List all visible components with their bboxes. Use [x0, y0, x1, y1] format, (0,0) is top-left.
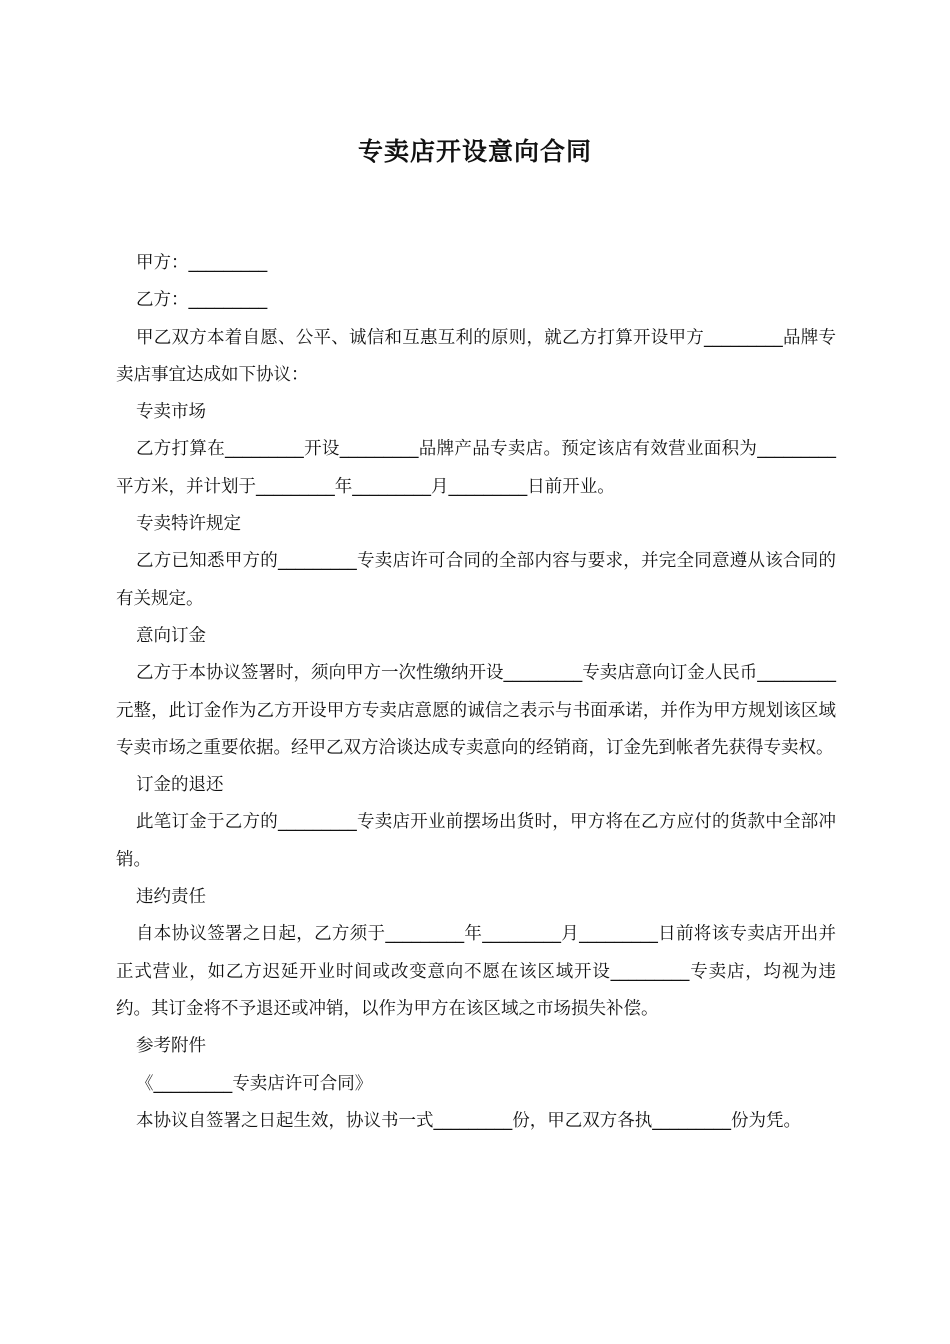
section-heading-deposit: 意向订金 — [136, 625, 206, 646]
party-b-line: 乙方：_________ — [136, 290, 268, 311]
section-heading-attachment: 参考附件 — [136, 1036, 206, 1057]
section-heading-breach: 违约责任 — [136, 887, 206, 908]
page-title: 专卖店开设意向合同 — [357, 137, 592, 166]
section-heading-market: 专卖市场 — [136, 402, 206, 423]
franchise-paragraph: 乙方已知悉甲方的_________专卖店许可合同的全部内容与要求，并完全同意遵从该合同的有关规定。 — [116, 551, 836, 609]
document-body — [116, 245, 836, 1140]
party-a-line: 甲方：_________ — [136, 253, 268, 273]
effective-paragraph: 本协议自签署之日起生效，协议书一式_________份，甲乙双方各执_________份为凭。 — [136, 1110, 801, 1131]
refund-paragraph: 此笔订金于乙方的_________专卖店开业前摆场出货时，甲方将在乙方应付的货款中全部冲销。 — [116, 812, 836, 870]
intro-paragraph: 甲乙双方本着自愿、公平、诚信和互惠互利的原则，就乙方打算开设甲方_________品牌专卖店事宜达成如下协议： — [116, 327, 836, 385]
section-heading-franchise: 专卖特许规定 — [136, 514, 241, 535]
attachment-paragraph: 《_________专卖店许可合同》 — [136, 1073, 373, 1094]
market-paragraph: 乙方打算在_________开设_________品牌产品专卖店。预定该店有效营业面积为_________平方米，并计划于_________年_________月_________日前开业。 — [116, 439, 836, 497]
section-heading-refund: 订金的退还 — [136, 775, 224, 796]
breach-paragraph: 自本协议签署之日起，乙方须于_________年_________月_________日前将该专卖店开出并正式营业，如乙方迟延开业时间或改变意向不愿在该区域开设_________专卖店，均视为违约。其订金将不予退还或冲销，以作为甲方在该区域之市场损失补偿。 — [116, 924, 836, 1019]
deposit-paragraph: 乙方于本协议签署时，须向甲方一次性缴纳开设_________专卖店意向订金人民币_________元整，此订金作为乙方开设甲方专卖店意愿的诚信之表示与书面承诺，并作为甲方规划该区域专卖市场之重要依据。经甲乙双方洽谈达成专卖意向的经销商，订金先到帐者先获得专卖权。 — [116, 663, 836, 758]
